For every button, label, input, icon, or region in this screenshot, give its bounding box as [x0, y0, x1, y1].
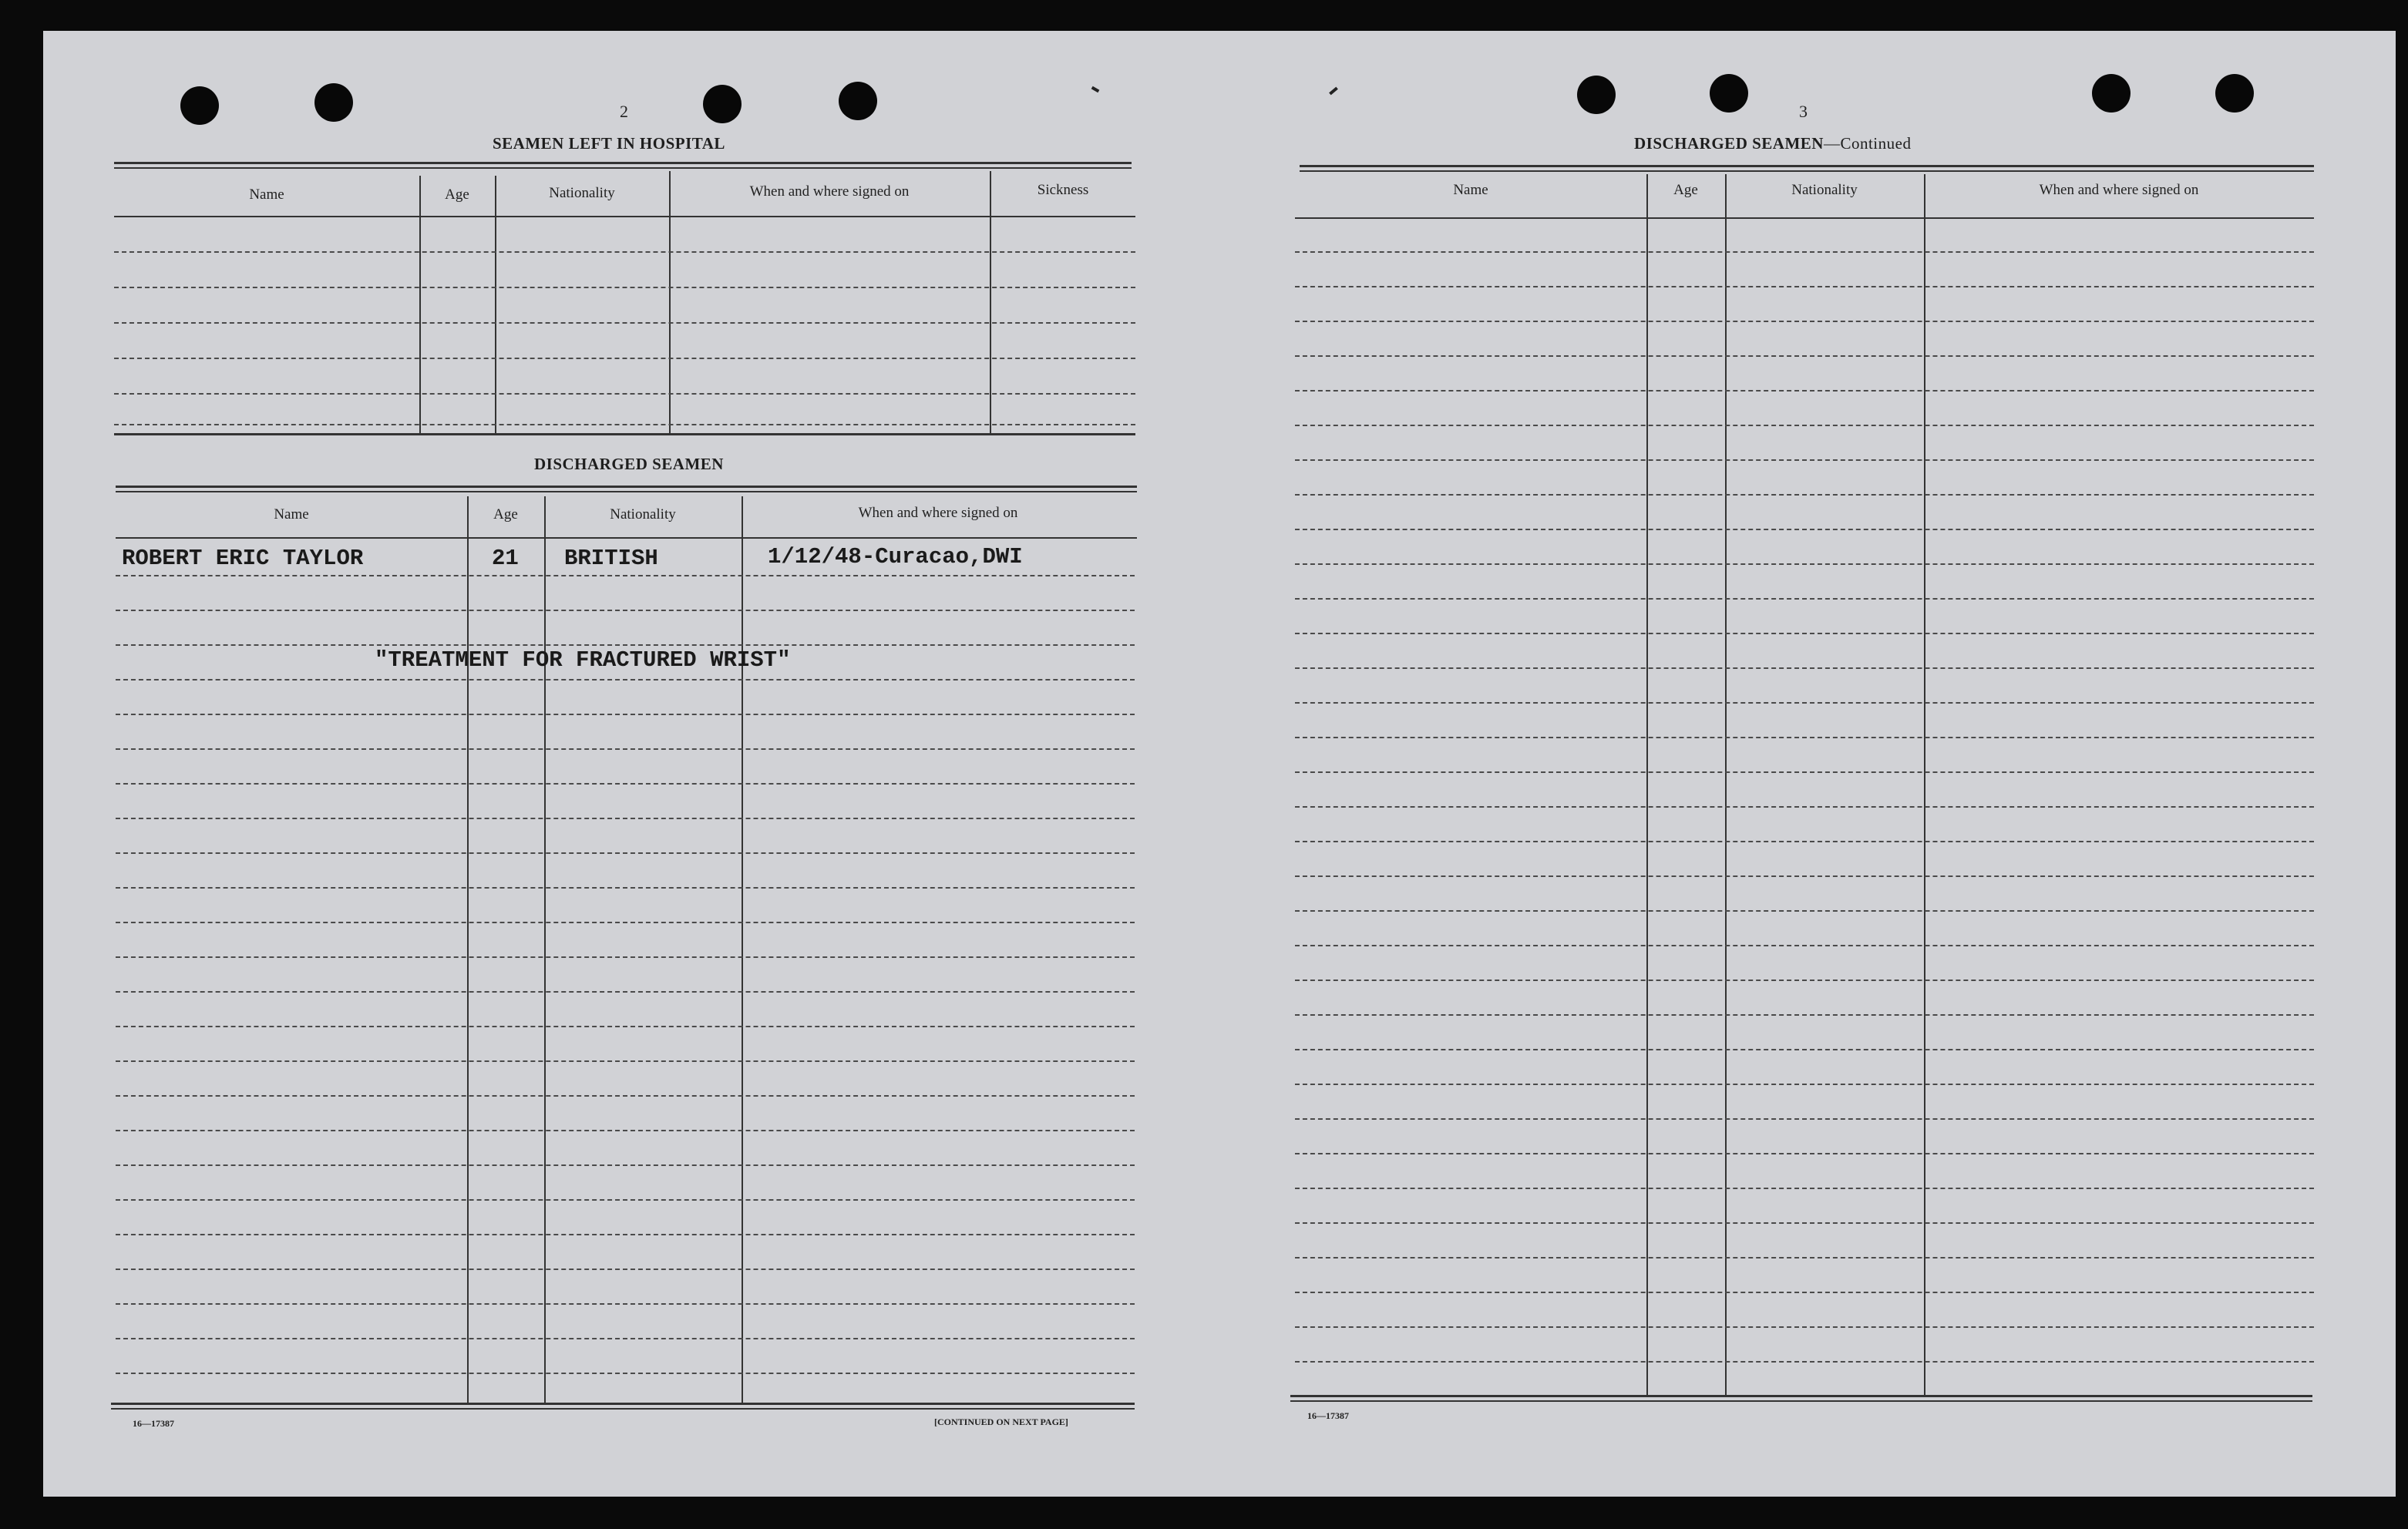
right-row-line	[1295, 1118, 2314, 1120]
hospital-col-signed-on: When and where signed on	[749, 183, 910, 200]
right-row-line	[1295, 1188, 2314, 1189]
right-col-name: Name	[1453, 182, 1488, 198]
punch-hole	[180, 86, 219, 125]
right-col-divider	[1924, 174, 1925, 1396]
hospital-row-line	[114, 322, 1135, 324]
entry-age: 21	[492, 546, 519, 571]
right-row-line	[1295, 598, 2314, 600]
discharged-col-nationality: Nationality	[610, 506, 676, 523]
right-row-line	[1295, 771, 2314, 773]
right-row-line	[1295, 980, 2314, 981]
discharged-row-line	[116, 1026, 1135, 1027]
punch-hole	[703, 85, 742, 123]
right-row-line	[1295, 1222, 2314, 1224]
right-header-rule	[1295, 217, 2314, 219]
hospital-row-line	[114, 424, 1135, 425]
right-row-line	[1295, 910, 2314, 912]
right-row-line	[1295, 529, 2314, 530]
right-row-line	[1295, 841, 2314, 842]
form-number-left: 16—17387	[133, 1418, 174, 1429]
discharged-row-line	[116, 1164, 1135, 1166]
discharged-row-line	[116, 679, 1135, 680]
right-row-line	[1295, 1292, 2314, 1293]
right-row-line	[1295, 1361, 2314, 1363]
discharged-row-line	[116, 1269, 1135, 1270]
hospital-section-title: SEAMEN LEFT IN HOSPITAL	[493, 134, 725, 153]
discharged-header-rule	[116, 537, 1137, 539]
right-row-line	[1295, 1049, 2314, 1050]
right-row-line	[1295, 875, 2314, 877]
right-col-divider	[1725, 174, 1727, 1396]
hospital-top-rule	[114, 162, 1132, 164]
entry-remark: "TREATMENT FOR FRACTURED WRIST"	[375, 647, 791, 673]
discharged-row-line	[116, 1130, 1135, 1131]
discharged-section-title: DISCHARGED SEAMEN	[534, 455, 724, 473]
punch-hole	[314, 83, 353, 122]
hospital-row-line	[114, 251, 1135, 253]
entry-nationality: BRITISH	[564, 546, 658, 571]
right-row-line	[1295, 494, 2314, 496]
right-row-line	[1295, 425, 2314, 426]
right-row-line	[1295, 563, 2314, 565]
discharged-bottom-rule	[111, 1403, 1135, 1405]
right-row-line	[1295, 286, 2314, 287]
right-row-line	[1295, 321, 2314, 322]
hospital-bottom-rule	[114, 433, 1135, 435]
right-row-line	[1295, 1326, 2314, 1328]
hospital-header-rule	[114, 216, 1135, 217]
discharged-row-line	[116, 575, 1135, 576]
discharged-row-line	[116, 610, 1135, 611]
discharged-top-rule-inner	[116, 491, 1137, 492]
page-number-right: 3	[1799, 102, 1808, 121]
right-row-line	[1295, 390, 2314, 391]
right-bottom-rule-inner	[1290, 1400, 2312, 1402]
right-section-title	[1634, 134, 1911, 153]
page-number-left: 2	[620, 102, 628, 121]
discharged-row-line	[116, 783, 1135, 785]
discharged-row-line	[116, 922, 1135, 923]
right-col-divider	[1646, 174, 1648, 1396]
discharged-row-line	[116, 644, 1135, 646]
right-row-line	[1295, 633, 2314, 634]
right-row-line	[1295, 1153, 2314, 1154]
right-row-line	[1295, 1084, 2314, 1085]
hospital-col-nationality: Nationality	[549, 185, 615, 201]
right-row-line	[1295, 355, 2314, 357]
document-sheet	[43, 31, 2396, 1497]
discharged-col-signed-on: When and where signed on	[858, 505, 1018, 521]
discharged-row-line	[116, 714, 1135, 715]
hospital-col-age: Age	[445, 187, 469, 203]
right-row-line	[1295, 1257, 2314, 1258]
right-col-nationality: Nationality	[1791, 182, 1858, 198]
pencil-mark	[1329, 87, 1338, 96]
pencil-mark	[1091, 86, 1100, 92]
form-number-right: 16—17387	[1307, 1410, 1349, 1421]
right-top-rule	[1300, 165, 2314, 167]
punch-hole	[1710, 74, 1748, 113]
punch-hole	[1577, 76, 1616, 114]
discharged-row-line	[116, 1234, 1135, 1235]
discharged-row-line	[116, 991, 1135, 993]
discharged-col-name: Name	[274, 506, 309, 523]
right-row-line	[1295, 667, 2314, 669]
discharged-row-line	[116, 1338, 1135, 1339]
right-bottom-rule	[1290, 1395, 2312, 1397]
entry-name: ROBERT ERIC TAYLOR	[122, 546, 364, 571]
right-top-rule-inner	[1300, 170, 2314, 172]
discharged-top-rule	[116, 486, 1137, 488]
discharged-row-line	[116, 852, 1135, 854]
discharged-row-line	[116, 1199, 1135, 1201]
discharged-col-age: Age	[493, 506, 518, 523]
right-row-line	[1295, 945, 2314, 946]
discharged-row-line	[116, 1303, 1135, 1305]
hospital-col-sickness: Sickness	[1037, 182, 1089, 198]
right-row-line	[1295, 702, 2314, 704]
continued-note: [CONTINUED ON NEXT PAGE]	[934, 1416, 1068, 1427]
right-row-line	[1295, 251, 2314, 253]
right-row-line	[1295, 737, 2314, 738]
right-row-line	[1295, 1014, 2314, 1016]
right-col-signed-on: When and where signed on	[2039, 182, 2199, 198]
discharged-row-line	[116, 1095, 1135, 1097]
hospital-row-line	[114, 287, 1135, 288]
hospital-row-line	[114, 393, 1135, 395]
right-row-line	[1295, 806, 2314, 808]
right-title-main: DISCHARGED SEAMEN	[1634, 134, 1824, 153]
hospital-row-line	[114, 358, 1135, 359]
discharged-row-line	[116, 887, 1135, 889]
hospital-top-rule-inner	[114, 167, 1132, 169]
discharged-row-line	[116, 1060, 1135, 1062]
right-col-age: Age	[1673, 182, 1698, 198]
punch-hole	[2215, 74, 2254, 113]
entry-signed-on: 1/12/48-Curacao,DWI	[768, 544, 1023, 570]
punch-hole	[839, 82, 877, 120]
discharged-row-line	[116, 956, 1135, 958]
discharged-bottom-rule-inner	[111, 1408, 1135, 1410]
discharged-row-line	[116, 818, 1135, 819]
punch-hole	[2092, 74, 2131, 113]
right-title-suffix: —Continued	[1823, 134, 1912, 153]
right-row-line	[1295, 459, 2314, 461]
discharged-row-line	[116, 748, 1135, 750]
hospital-col-name: Name	[249, 187, 284, 203]
discharged-row-line	[116, 1373, 1135, 1374]
